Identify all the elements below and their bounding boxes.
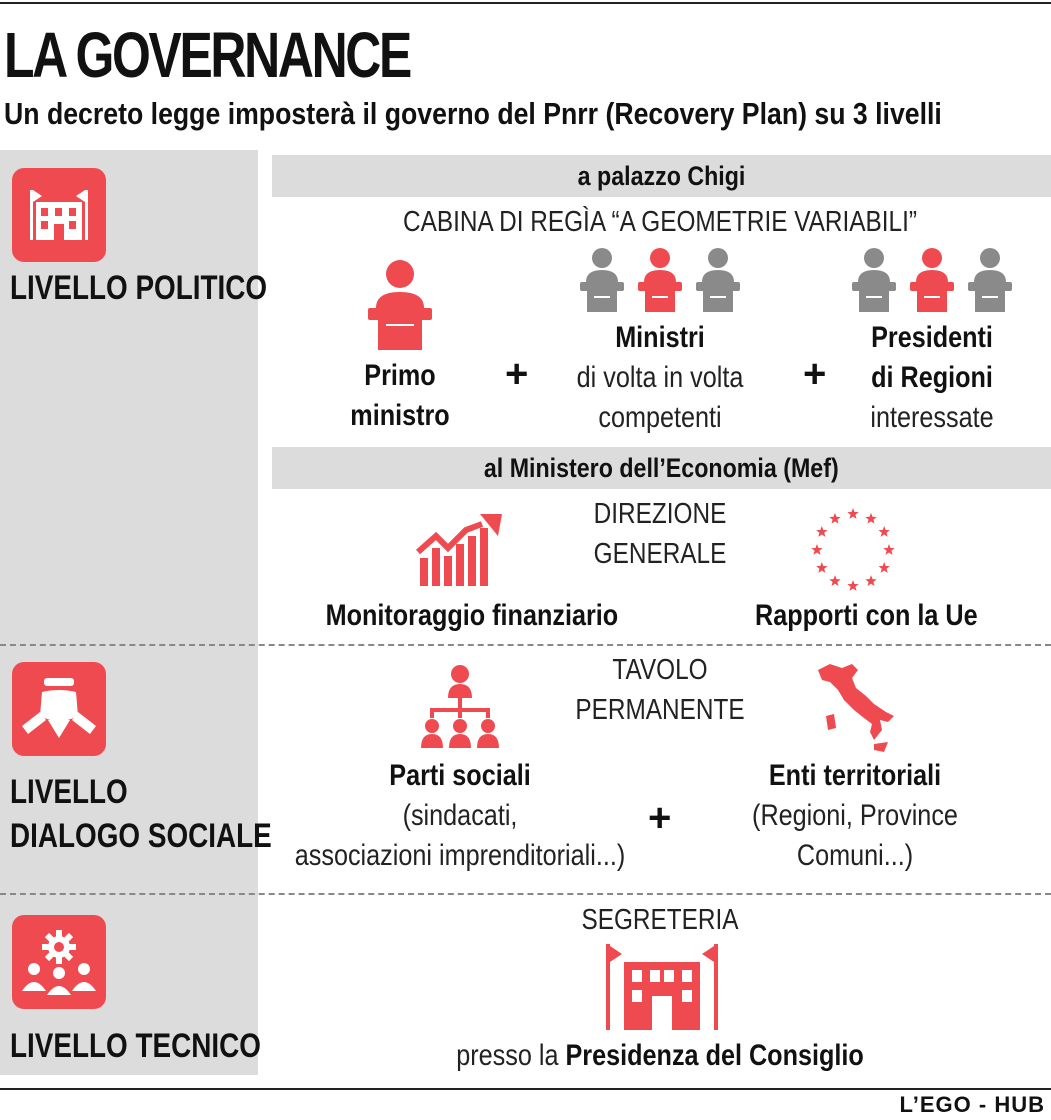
- level-politico-label: LIVELLO POLITICO: [10, 269, 268, 307]
- divider-1: [0, 644, 1051, 646]
- presso-prefix: presso la: [456, 1039, 566, 1072]
- presidenza-building-icon: [602, 940, 722, 1030]
- primo-line1: Primo: [364, 359, 436, 392]
- monitoraggio-label: Monitoraggio finanziario: [325, 599, 619, 632]
- enti-line3: Comuni...): [796, 839, 914, 872]
- page-subtitle: Un decreto legge imposterà il governo del Pnrr (Recovery Plan) su 3 livelli: [4, 96, 942, 131]
- level-dialogo-label-1: LIVELLO: [10, 773, 128, 811]
- government-building-icon: [12, 168, 106, 262]
- plus-sign-3: +: [648, 796, 672, 840]
- presidenti-title: Presidenti: [871, 321, 993, 354]
- italy-map-icon: [812, 660, 896, 756]
- segreteria-caption: SEGRETERIA: [581, 904, 739, 936]
- direzione-line1: DIREZIONE: [593, 498, 727, 530]
- eu-stars-icon: [808, 505, 898, 595]
- ministri-line2: di volta in volta: [576, 361, 744, 394]
- primo-ministro-podium-icon: [364, 258, 436, 350]
- plus-sign-1: +: [505, 352, 529, 396]
- presidenza-text: Presidenza del Consiglio: [565, 1039, 864, 1072]
- parti-line3: associazioni imprenditoriali...): [294, 839, 626, 872]
- band-mef: al Ministero dell’Economia (Mef): [272, 447, 1051, 489]
- top-rule: [0, 2, 1051, 4]
- presidenti-line2: di Regioni: [871, 361, 993, 394]
- level-dialogo-label-2: DIALOGO SOCIALE: [10, 817, 272, 855]
- primo-line2: ministro: [350, 399, 450, 432]
- credit-label: L’EGO - HUB: [899, 1092, 1045, 1117]
- cabina-caption: CABINA DI REGÌA “A GEOMETRIE VARIABILI”: [403, 206, 917, 238]
- page-title: LA GOVERNANCE: [4, 19, 410, 91]
- tavolo-line1: TAVOLO: [612, 654, 708, 686]
- plus-sign-2: +: [803, 352, 827, 396]
- ministri-title: Ministri: [615, 321, 705, 354]
- joined-hands-icon: [12, 662, 106, 756]
- parti-line2: (sindacati,: [402, 799, 518, 832]
- divider-2: [0, 893, 1051, 895]
- tavolo-line2: PERMANENTE: [575, 694, 745, 726]
- parti-title: Parti sociali: [389, 759, 531, 792]
- ministri-line3: competenti: [598, 401, 722, 434]
- presso-line: [425, 1036, 895, 1076]
- level-tecnico-label: LIVELLO TECNICO: [10, 1027, 261, 1065]
- band-palazzo-chigi: a palazzo Chigi: [272, 155, 1051, 197]
- growth-chart-icon: [416, 512, 506, 586]
- rapporti-label: Rapporti con la Ue: [755, 599, 978, 632]
- bottom-rule: [0, 1088, 1051, 1090]
- org-chart-icon: [418, 664, 502, 750]
- enti-title: Enti territoriali: [768, 759, 942, 792]
- presidenti-line3: interessate: [870, 401, 994, 434]
- gear-team-icon: [12, 915, 106, 1009]
- presidenti-podium-icon: [850, 246, 1014, 312]
- enti-line2: (Regioni, Province: [752, 799, 958, 832]
- ministri-podium-icon: [578, 246, 742, 312]
- direzione-line2: GENERALE: [593, 538, 727, 570]
